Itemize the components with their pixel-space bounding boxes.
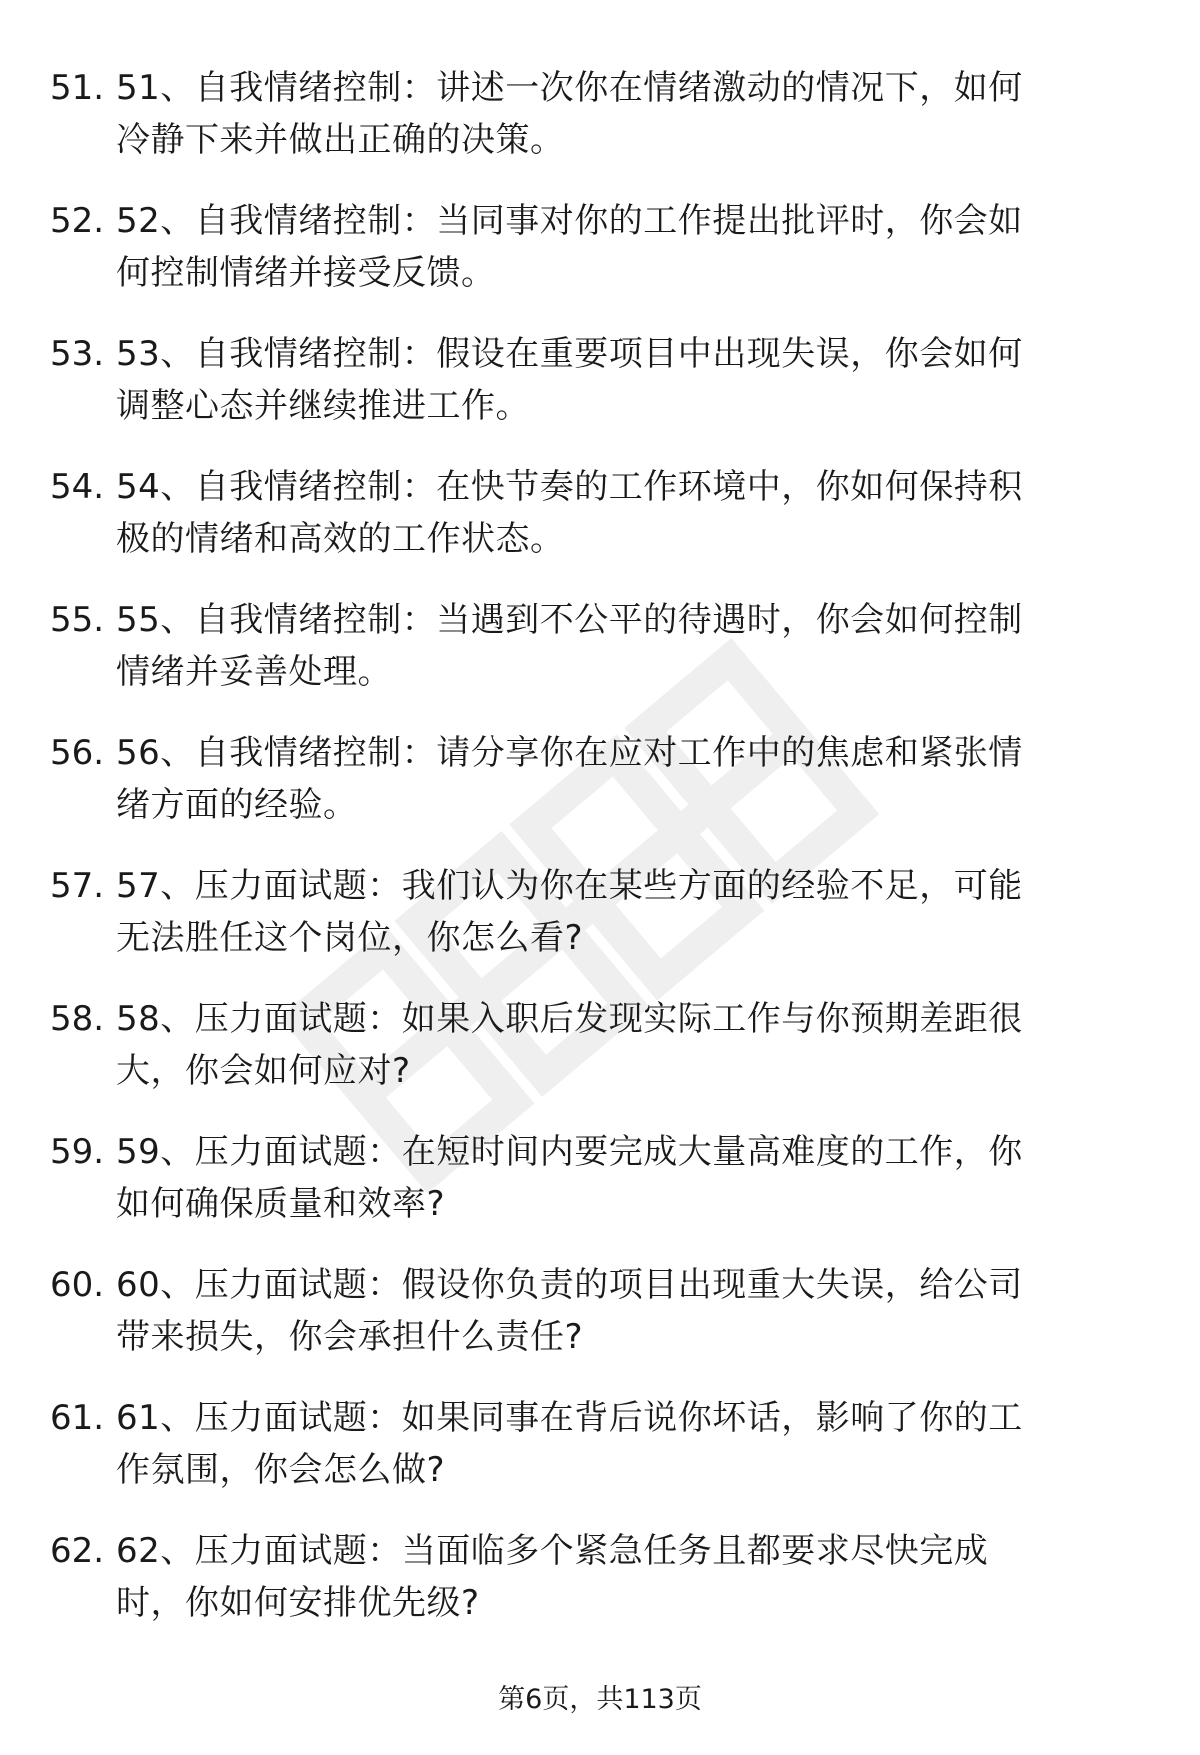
question-text: 51、自我情绪控制：讲述一次你在情绪激动的情况下，如何冷静下来并做出正确的决策。 — [116, 68, 1023, 160]
list-item — [0, 1126, 1200, 1259]
question-list — [0, 62, 1200, 1658]
list-item — [0, 1259, 1200, 1392]
list-item — [0, 62, 1200, 195]
question-text: 60、压力面试题：假设你负责的项目出现重大失误，给公司带来损失，你会承担什么责任? — [116, 1265, 1023, 1357]
list-item — [0, 461, 1200, 594]
question-number: 59. — [50, 1132, 105, 1172]
question-number: 53. — [50, 334, 105, 374]
list-item — [0, 1525, 1200, 1658]
question-number: 54. — [50, 467, 105, 507]
question-number: 61. — [50, 1398, 105, 1438]
question-text: 53、自我情绪控制：假设在重要项目中出现失误，你会如何调整心态并继续推进工作。 — [116, 334, 1023, 426]
list-item — [0, 594, 1200, 727]
question-text: 59、压力面试题：在短时间内要完成大量高难度的工作，你如何确保质量和效率? — [116, 1132, 1023, 1224]
list-item — [0, 993, 1200, 1126]
list-item — [0, 328, 1200, 461]
question-number: 52. — [50, 201, 105, 241]
question-text: 55、自我情绪控制：当遇到不公平的待遇时，你会如何控制情绪并妥善处理。 — [116, 600, 1023, 692]
list-item — [0, 860, 1200, 993]
question-number: 51. — [50, 68, 105, 108]
question-text: 58、压力面试题：如果入职后发现实际工作与你预期差距很大，你会如何应对? — [116, 999, 1023, 1091]
question-number: 62. — [50, 1531, 105, 1571]
question-text: 56、自我情绪控制：请分享你在应对工作中的焦虑和紧张情绪方面的经验。 — [116, 733, 1023, 825]
question-text: 54、自我情绪控制：在快节奏的工作环境中，你如何保持积极的情绪和高效的工作状态。 — [116, 467, 1023, 559]
question-number: 57. — [50, 866, 105, 906]
page-number: 第6页，共113页 — [498, 1684, 702, 1715]
question-number: 55. — [50, 600, 105, 640]
question-text: 52、自我情绪控制：当同事对你的工作提出批评时，你会如何控制情绪并接受反馈。 — [116, 201, 1023, 293]
question-text: 62、压力面试题：当面临多个紧急任务且都要求尽快完成时，你如何安排优先级? — [116, 1531, 989, 1623]
question-number: 56. — [50, 733, 105, 773]
question-text: 61、压力面试题：如果同事在背后说你坏话，影响了你的工作氛围，你会怎么做? — [116, 1398, 1023, 1490]
list-item — [0, 727, 1200, 860]
question-text: 57、压力面试题：我们认为你在某些方面的经验不足，可能无法胜任这个岗位，你怎么看? — [116, 866, 1023, 958]
question-number: 60. — [50, 1265, 105, 1305]
question-number: 58. — [50, 999, 105, 1039]
list-item — [0, 195, 1200, 328]
list-item — [0, 1392, 1200, 1525]
